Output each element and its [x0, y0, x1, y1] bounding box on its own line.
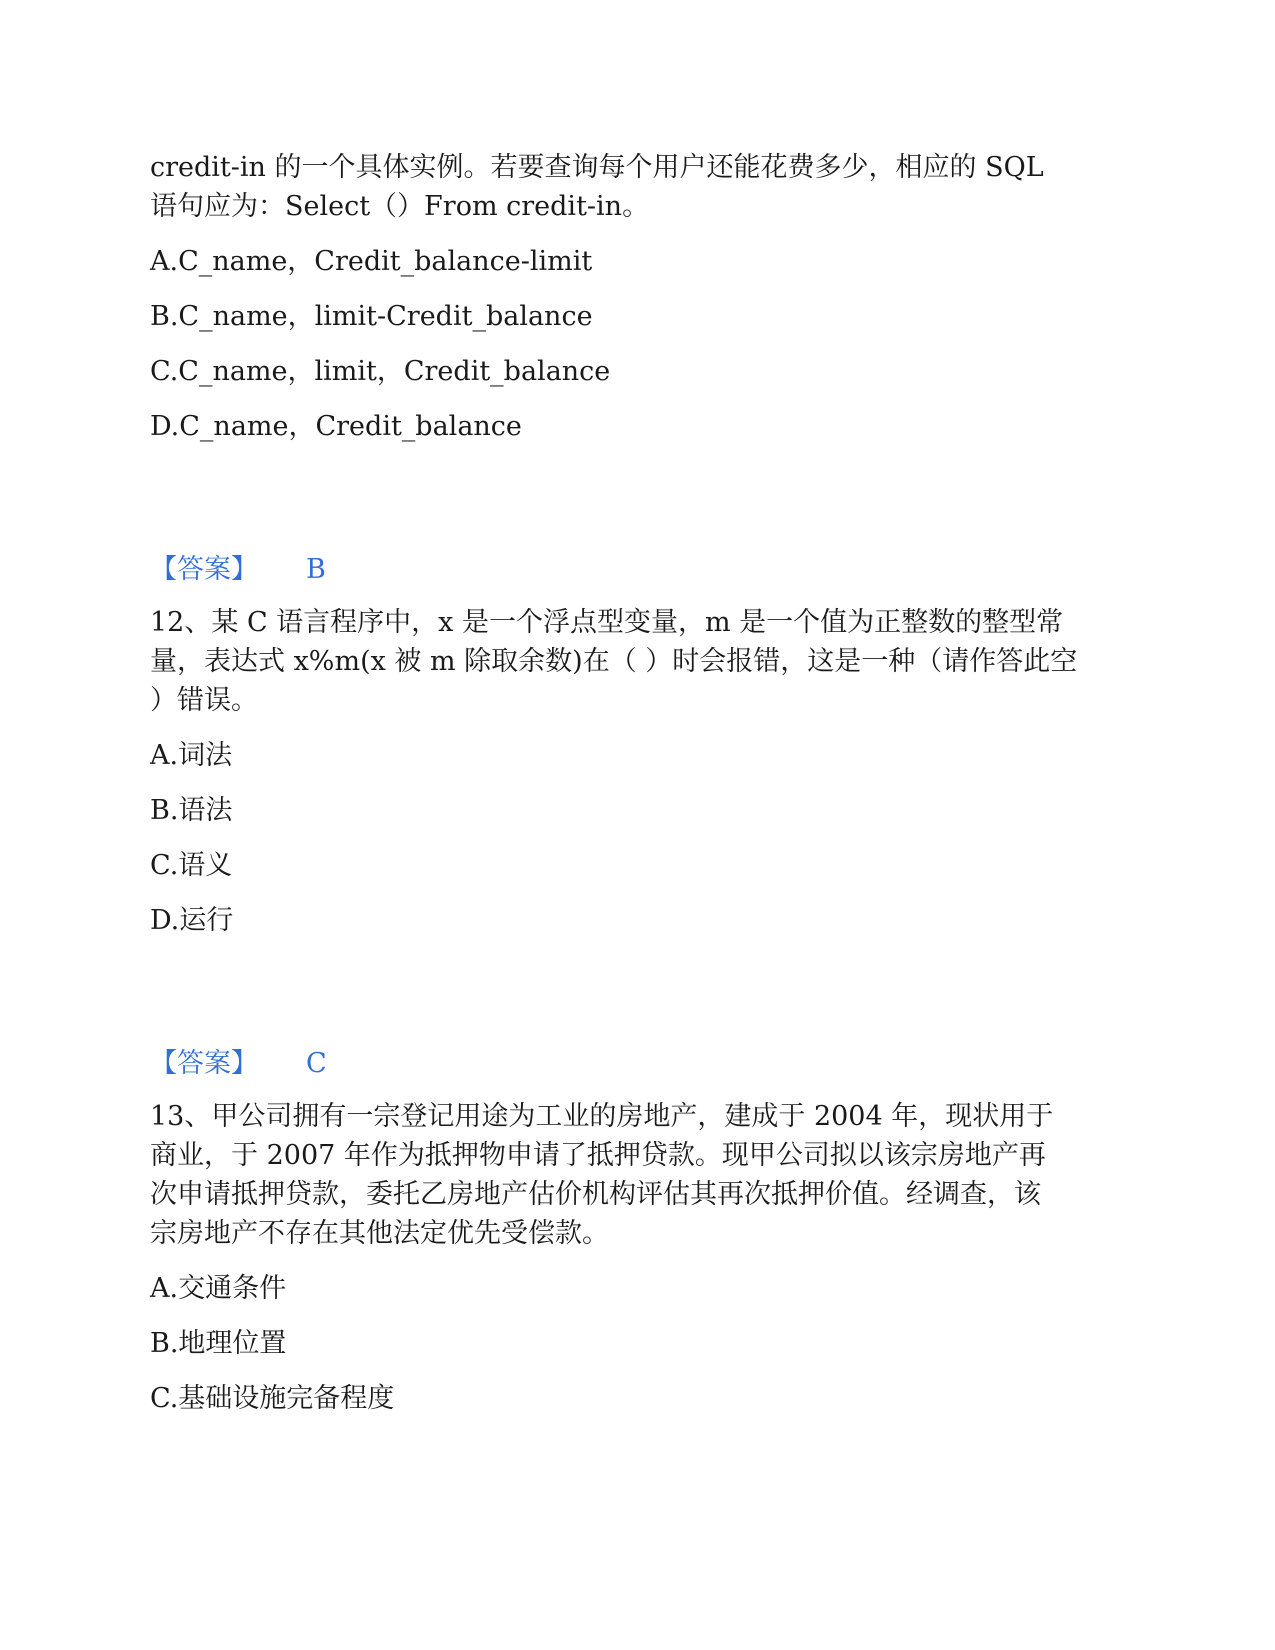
- answer-value: C: [306, 1048, 327, 1079]
- q11-option-d: D.C_name，Credit_balance: [150, 411, 522, 442]
- q13-stem-line-2: 商业，于 2007 年作为抵押物申请了抵押贷款。现甲公司拟以该宗房地产再: [150, 1140, 1046, 1171]
- q11-stem-line-2: 语句应为：Select（）From credit-in。: [150, 191, 650, 222]
- q13-option-c: C.基础设施完备程度: [150, 1383, 395, 1414]
- q12-stem-line-3: ）错误。: [150, 685, 258, 716]
- q13-option-a: A.交通条件: [150, 1273, 287, 1304]
- answer-value: B: [306, 554, 326, 585]
- q13-option-b: B.地理位置: [150, 1328, 287, 1359]
- answer-label: 【答案】: [150, 1048, 258, 1079]
- q12-option-a: A.词法: [150, 740, 233, 771]
- q12-answer: [150, 1044, 327, 1084]
- q13-stem-line-1: 13、甲公司拥有一宗登记用途为工业的房地产，建成于 2004 年，现状用于: [150, 1101, 1054, 1132]
- q11-stem-line-1: credit-in 的一个具体实例。若要查询每个用户还能花费多少，相应的 SQL: [150, 152, 1044, 183]
- q11-answer: [150, 550, 326, 590]
- q11-option-a: A.C_name，Credit_balance-limit: [150, 246, 593, 277]
- q11-option-c: C.C_name，limit，Credit_balance: [150, 356, 611, 387]
- q12-option-d: D.运行: [150, 905, 234, 936]
- q12-option-c: C.语义: [150, 850, 233, 881]
- q12-stem-line-1: 12、某 C 语言程序中，x 是一个浮点型变量，m 是一个值为正整数的整型常: [150, 607, 1064, 638]
- q13-stem-line-3: 次申请抵押贷款，委托乙房地产估价机构评估其再次抵押价值。经调查，该: [150, 1179, 1041, 1210]
- answer-label: 【答案】: [150, 554, 258, 585]
- q12-option-b: B.语法: [150, 795, 233, 826]
- q11-option-b: B.C_name，limit-Credit_balance: [150, 301, 593, 332]
- q12-stem-line-2: 量，表达式 x%m(x 被 m 除取余数)在（ ）时会报错，这是一种（请作答此空: [150, 646, 1078, 677]
- q13-stem-line-4: 宗房地产不存在其他法定优先受偿款。: [150, 1218, 609, 1249]
